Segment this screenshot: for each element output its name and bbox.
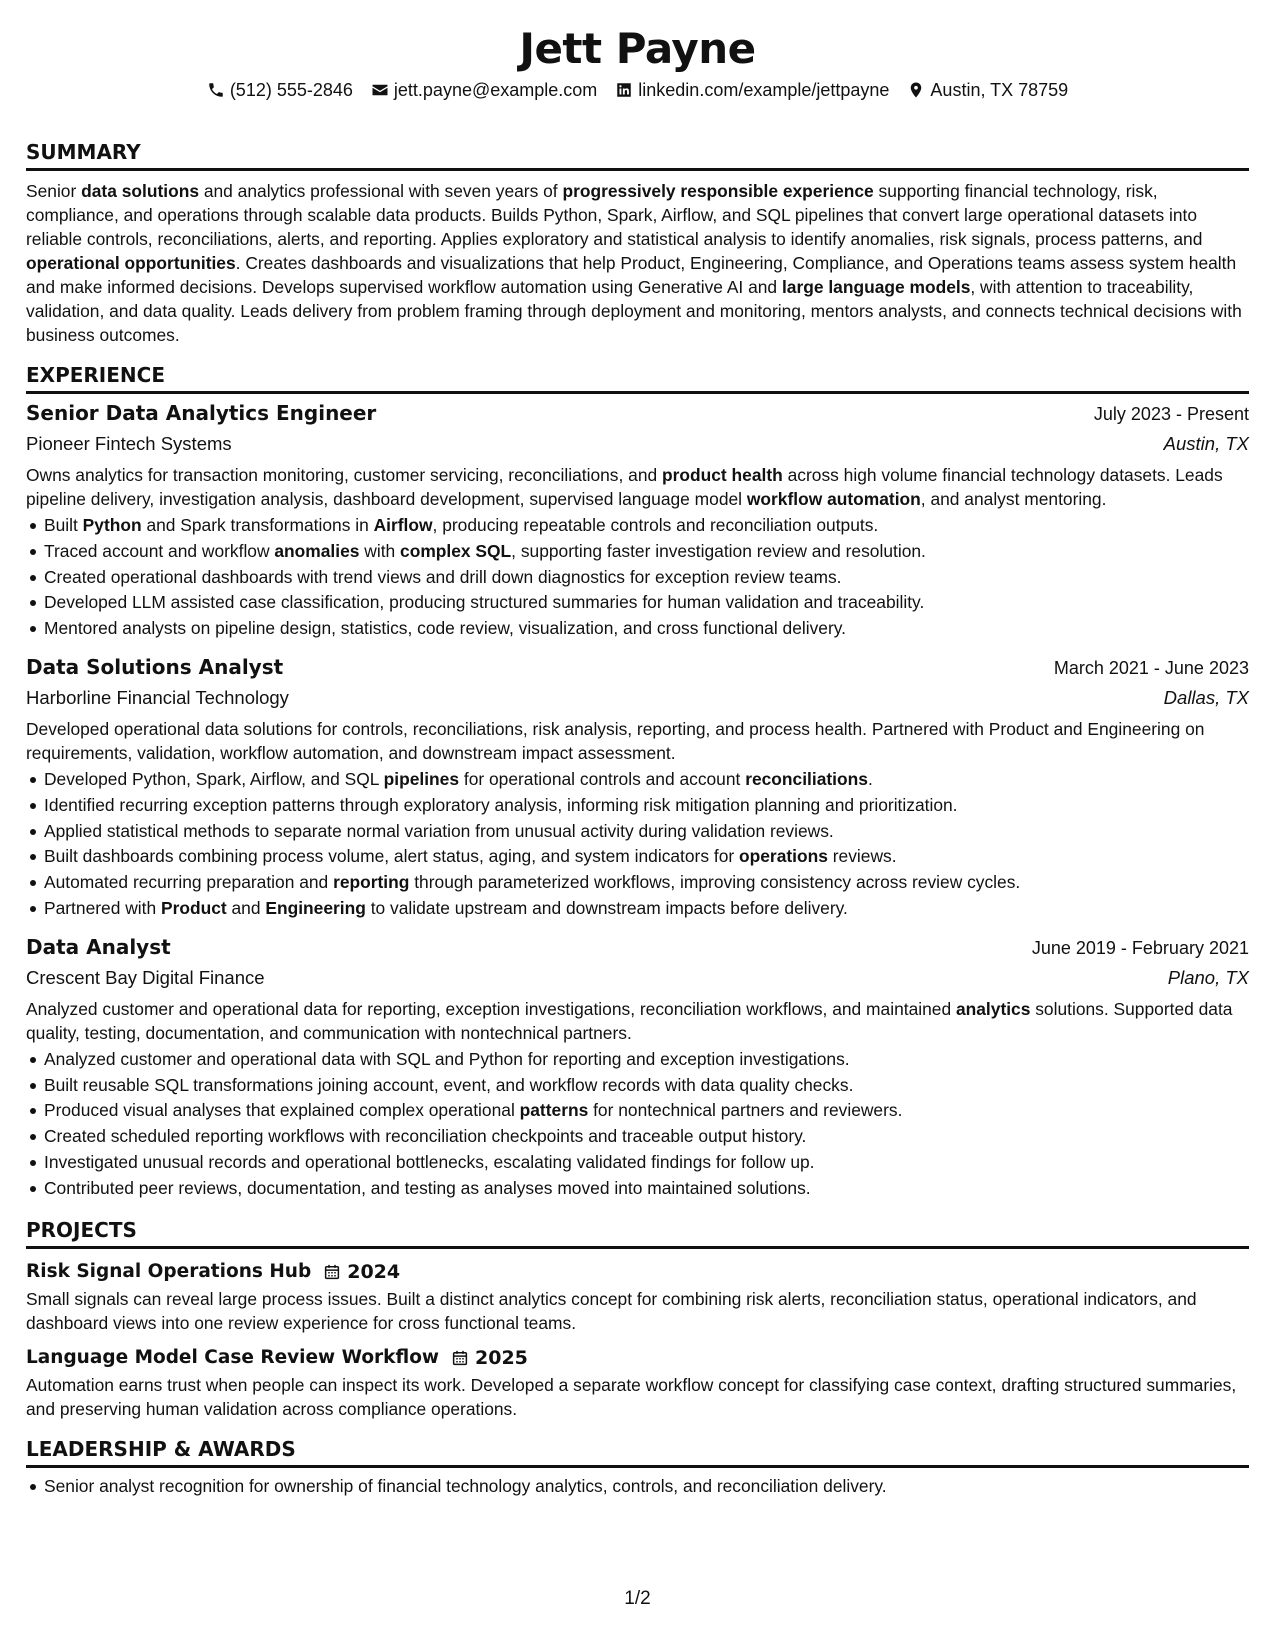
emphasis-text: Airflow bbox=[373, 515, 433, 535]
leadership-list bbox=[26, 1474, 1249, 1500]
job-entry bbox=[26, 398, 1249, 642]
bullet-item bbox=[26, 616, 1249, 642]
text-run: . Creates dashboards and visualizations that help Product, Engineering, Compliance, and Operations teams assess system health and make informed decisions. Develops supervised workflow automation using Generative AI and bbox=[26, 253, 1237, 297]
job-title-row bbox=[26, 932, 1249, 963]
text-run: Owns analytics for transaction monitoring, customer servicing, reconciliations, and bbox=[26, 465, 662, 485]
emphasis-text: anomalies bbox=[274, 540, 360, 561]
project-date bbox=[451, 1343, 528, 1373]
contact-linkedin[interactable] bbox=[615, 78, 889, 102]
text-run: supporting financial technology, risk, compliance, and operations through scalable data products. Builds Python, Spark, Airflow, and SQL pipelines that convert large operational datasets into reliable controls, reconciliations, alerts, and reporting. Applies exploratory and statistical analysis to identify anomalies, risk signals, process patterns, and bbox=[26, 181, 1203, 249]
text-run: Created scheduled reporting workflows with reconciliation checkpoints and traceable output history. bbox=[44, 1126, 807, 1147]
section-title-projects: PROJECTS bbox=[26, 1216, 1249, 1249]
job-company-row bbox=[26, 429, 1249, 459]
email-link[interactable]: jett.payne@example.com bbox=[393, 80, 598, 100]
bullet-item bbox=[26, 539, 1249, 565]
resume-page bbox=[26, 0, 1249, 1650]
job-dates: March 2021 - June 2023 bbox=[1053, 657, 1249, 678]
text-run: Automated recurring preparation and bbox=[44, 872, 334, 893]
contact-bar bbox=[26, 78, 1249, 102]
text-run: solutions. Supported data quality, testing, documentation, and communication with nontechnical partners. bbox=[26, 998, 1233, 1043]
bullet-item bbox=[26, 565, 1249, 591]
job-company-row bbox=[26, 963, 1249, 993]
job-bullets bbox=[26, 1047, 1249, 1202]
project-list bbox=[26, 1257, 1249, 1421]
project-entry bbox=[26, 1343, 1249, 1421]
page-number: 1/2 bbox=[624, 1588, 651, 1609]
emphasis-text: product health bbox=[662, 465, 783, 485]
bullet-item: Senior analyst recognition for ownership of financial technology analytics, controls, and reconciliation delivery. bbox=[26, 1474, 1249, 1500]
project-year: 2025 bbox=[475, 1346, 528, 1369]
job-dates: July 2023 - Present bbox=[1093, 404, 1249, 424]
text-run: Developed LLM assisted case classification, producing structured summaries for human validation and traceability. bbox=[44, 592, 925, 613]
text-run: through parameterized workflows, improving consistency across review cycles. bbox=[409, 872, 1021, 893]
projects-section bbox=[26, 1216, 1249, 1421]
job-company: Crescent Bay Digital Finance bbox=[26, 966, 265, 988]
leadership-section bbox=[26, 1435, 1249, 1500]
emphasis-text: complex SQL bbox=[400, 540, 512, 561]
text-run: Investigated unusual records and operational bottlenecks, escalating validated findings for follow up. bbox=[44, 1151, 815, 1172]
job-description bbox=[26, 997, 1249, 1045]
emphasis-text: Engineering bbox=[265, 897, 366, 918]
job-location: Dallas, TX bbox=[1163, 686, 1249, 708]
emphasis-text: Python bbox=[82, 515, 142, 535]
text-run: Analyzed customer and operational data with SQL and Python for reporting and exception investigations. bbox=[44, 1048, 850, 1069]
experience-section bbox=[26, 361, 1249, 1202]
bullet-item bbox=[26, 1150, 1249, 1176]
linkedin-icon bbox=[615, 81, 633, 99]
bullet-item bbox=[26, 1098, 1249, 1124]
text-run: for operational controls and account bbox=[459, 768, 746, 789]
job-title-row bbox=[26, 398, 1249, 429]
emphasis-text: reporting bbox=[333, 872, 410, 893]
contact-location bbox=[907, 78, 1068, 102]
bullet-item bbox=[26, 819, 1249, 845]
text-run: , supporting faster investigation review and resolution. bbox=[511, 540, 926, 561]
calendar-icon bbox=[451, 1349, 469, 1367]
job-company: Harborline Financial Technology bbox=[26, 686, 289, 708]
project-description: Automation earns trust when people can inspect its work. Developed a separate workflow concept for classifying case context, drafting structured summaries, and preserving human validation across compliance operations. bbox=[26, 1374, 1237, 1419]
job-entry bbox=[26, 932, 1249, 1202]
contact-email[interactable] bbox=[371, 78, 597, 102]
phone-text: (512) 555-2846 bbox=[229, 80, 353, 100]
job-location: Plano, TX bbox=[1167, 966, 1249, 988]
bullet-item bbox=[26, 513, 1249, 539]
project-header bbox=[26, 1343, 1249, 1373]
job-title: Senior Data Analytics Engineer bbox=[26, 401, 377, 425]
linkedin-link[interactable]: linkedin.com/example/jettpayne bbox=[638, 80, 890, 100]
project-title: Language Model Case Review Workflow bbox=[26, 1346, 439, 1368]
emphasis-text: patterns bbox=[519, 1100, 589, 1121]
summary-section bbox=[26, 138, 1249, 347]
project-title: Risk Signal Operations Hub bbox=[26, 1260, 312, 1282]
emphasis-text: large language models bbox=[781, 277, 971, 297]
text-run: Built dashboards combining process volume, alert status, aging, and system indicators for bbox=[44, 846, 740, 867]
text-run: , producing repeatable controls and reconciliation outputs. bbox=[432, 515, 879, 535]
project-entry bbox=[26, 1257, 1249, 1335]
text-run: , and analyst mentoring. bbox=[920, 489, 1107, 509]
text-run: Partnered with bbox=[44, 897, 161, 918]
bullet-item bbox=[26, 870, 1249, 896]
job-bullets bbox=[26, 767, 1249, 922]
job-title: Data Solutions Analyst bbox=[26, 654, 284, 679]
emphasis-text: pipelines bbox=[383, 768, 460, 789]
job-title-row bbox=[26, 652, 1249, 683]
text-run: Built reusable SQL transformations joining account, event, and workflow records with data quality checks. bbox=[44, 1074, 854, 1095]
job-title: Data Analyst bbox=[26, 934, 171, 959]
job-company: Pioneer Fintech Systems bbox=[26, 433, 232, 454]
job-entry bbox=[26, 652, 1249, 922]
emphasis-text: reconciliations bbox=[745, 768, 868, 789]
emphasis-text: operations bbox=[739, 846, 828, 867]
text-run: and analytics professional with seven years of bbox=[199, 181, 563, 201]
phone-icon bbox=[207, 81, 225, 99]
text-run: Developed operational data solutions for controls, reconciliations, risk analysis, reporting, and process health. Partnered with Product and Engineering on requirements, validation, workflow automation, and downstream impact assessment. bbox=[26, 718, 1205, 763]
project-date bbox=[323, 1257, 400, 1287]
text-run: Traced account and workflow bbox=[44, 540, 275, 561]
text-run: reviews. bbox=[827, 846, 897, 867]
text-run: Developed Python, Spark, Airflow, and SQL bbox=[44, 768, 384, 789]
section-title-summary: SUMMARY bbox=[26, 138, 1249, 171]
bullet-item bbox=[26, 1124, 1249, 1150]
text-run: to validate upstream and downstream impacts before delivery. bbox=[365, 897, 848, 918]
text-run: Senior bbox=[26, 181, 82, 201]
text-run: Identified recurring exception patterns through exploratory analysis, informing risk mitigation planning and prioritization. bbox=[44, 794, 958, 815]
text-run: and Spark transformations in bbox=[141, 515, 374, 535]
bullet-item bbox=[26, 793, 1249, 819]
job-list bbox=[26, 398, 1249, 1202]
job-dates: June 2019 - February 2021 bbox=[1031, 937, 1249, 958]
job-description bbox=[26, 717, 1249, 765]
text-run: with bbox=[359, 540, 401, 561]
emphasis-text: data solutions bbox=[81, 181, 199, 201]
text-run: , with attention to traceability, validation, and data quality. Leads delivery from problem framing through deployment and monitoring, mentors analysts, and connects technical decisions with business outcomes. bbox=[26, 277, 1242, 345]
emphasis-text: progressively responsible experience bbox=[562, 181, 874, 201]
job-bullets bbox=[26, 513, 1249, 642]
text-run: Created operational dashboards with trend views and drill down diagnostics for exception review teams. bbox=[44, 566, 842, 587]
text-run: . bbox=[867, 768, 873, 789]
job-company-row bbox=[26, 683, 1249, 713]
text-run: across high volume financial technology datasets. Leads pipeline delivery, investigation analysis, dashboard development, supervised language model bbox=[26, 465, 1223, 509]
bullet-item bbox=[26, 590, 1249, 616]
text-run: Built bbox=[44, 515, 83, 535]
emphasis-text: workflow automation bbox=[746, 489, 921, 509]
emphasis-text: Product bbox=[160, 897, 227, 918]
text-run: Analyzed customer and operational data for reporting, exception investigations, reconciliation workflows, and maintained bbox=[26, 998, 956, 1019]
job-description bbox=[26, 463, 1249, 511]
text-run: Contributed peer reviews, documentation, and testing as analyses moved into maintained solutions. bbox=[44, 1177, 811, 1198]
project-header bbox=[26, 1257, 1249, 1287]
text-run: for nontechnical partners and reviewers. bbox=[588, 1100, 903, 1121]
emphasis-text: analytics bbox=[955, 998, 1031, 1019]
bullet-item bbox=[26, 844, 1249, 870]
project-year: 2024 bbox=[347, 1260, 401, 1283]
envelope-icon bbox=[371, 81, 389, 99]
bullet-item bbox=[26, 1176, 1249, 1202]
text-run: and bbox=[226, 897, 266, 918]
bullet-item bbox=[26, 1073, 1249, 1099]
bullet-item bbox=[26, 767, 1249, 793]
bullet-item bbox=[26, 896, 1249, 922]
bullet-item bbox=[26, 1047, 1249, 1073]
summary-text bbox=[26, 179, 1249, 347]
location-text: Austin, TX 78759 bbox=[930, 80, 1069, 100]
resume-header bbox=[26, 0, 1249, 102]
candidate-name: Jett Payne bbox=[519, 24, 756, 73]
calendar-icon bbox=[323, 1263, 341, 1281]
job-location: Austin, TX bbox=[1163, 433, 1249, 454]
text-run: Produced visual analyses that explained complex operational bbox=[44, 1100, 520, 1121]
project-description: Small signals can reveal large process issues. Built a distinct analytics concept for combining risk alerts, reconciliation status, operational indicators, and dashboard views into one review experience for cross functional teams. bbox=[26, 1288, 1197, 1333]
emphasis-text: operational opportunities bbox=[26, 253, 236, 273]
text-run: Applied statistical methods to separate normal variation from unusual activity during validation reviews. bbox=[44, 820, 834, 841]
contact-phone bbox=[207, 78, 353, 102]
map-pin-icon bbox=[907, 81, 925, 99]
section-title-experience: EXPERIENCE bbox=[26, 361, 1249, 394]
text-run: Mentored analysts on pipeline design, statistics, code review, visualization, and cross functional delivery. bbox=[44, 618, 846, 639]
section-title-leadership: LEADERSHIP & AWARDS bbox=[26, 1435, 1249, 1468]
